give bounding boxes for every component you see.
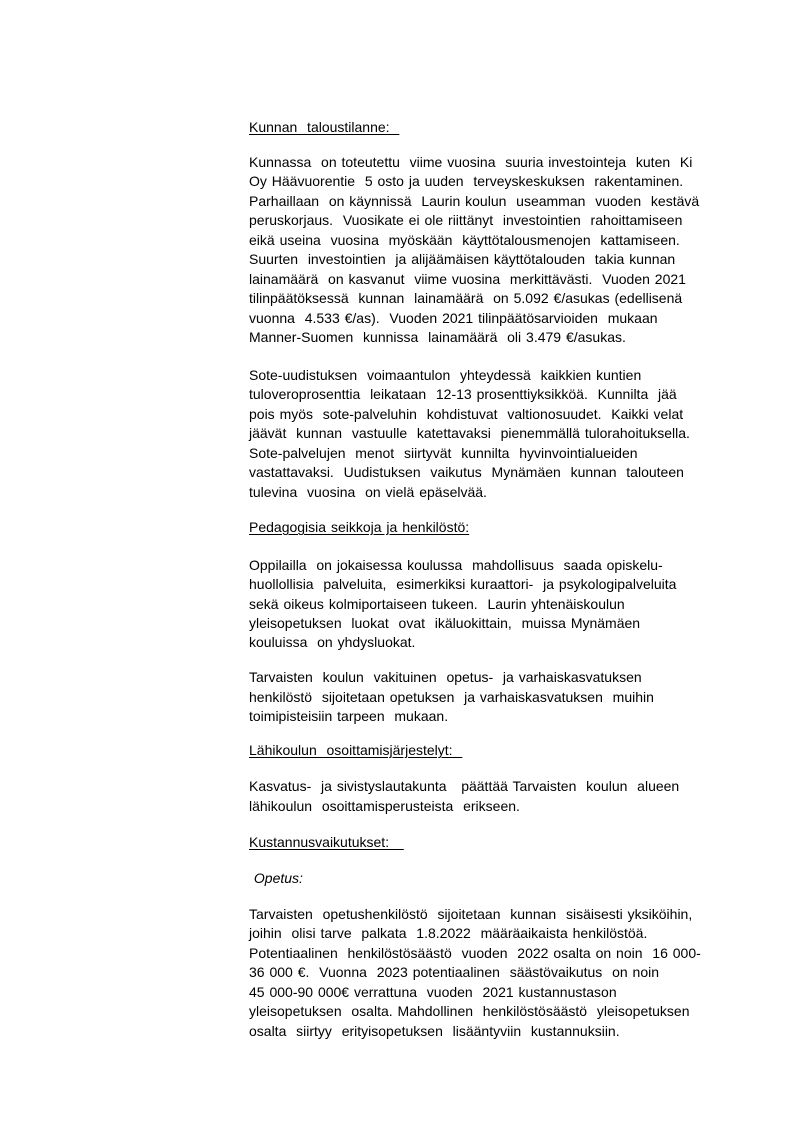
text-line: Suurten investointien ja alijäämäisen käyttötalouden takia kunnan: [249, 251, 676, 267]
text-line: Parhaillaan on käynnissä Laurin koulun useamman vuoden kestävä: [249, 193, 700, 209]
text-line: Oy Häävuorentie 5 osto ja uuden terveyskeskuksen rakentaminen.: [249, 173, 684, 189]
text-line: Potentiaalinen henkilöstösäästö vuoden 2022 osalta on noin 16 000-: [249, 945, 701, 961]
text-line: osalta siirtyy erityisopetuksen lisääntyviin kustannuksiin.: [249, 1023, 620, 1039]
text-line: lähikoulun osoittamisperusteista erikseen.: [249, 798, 520, 814]
text-line: vastattavaksi. Uudistuksen vaikutus Mynämäen kunnan talouteen: [249, 464, 684, 480]
heading-text: Lähikoulun osoittamisjärjestelyt:: [249, 742, 463, 758]
text-line: lainamäärä on kasvanut viime vuosina merkittävästi. Vuoden 2021: [249, 271, 686, 287]
heading-text: Kustannusvaikutukset:: [249, 834, 404, 850]
text-line: 36 000 €. Vuonna 2023 potentiaalinen säästövaikutus on noin: [249, 964, 660, 980]
text-line: Tarvaisten koulun vakituinen opetus- ja varhaiskasvatuksen: [249, 669, 642, 685]
text-line: sekä oikeus kolmiportaiseen tukeen. Laurin yhtenäiskoulun: [249, 596, 625, 612]
text-line: henkilöstö sijoitetaan opetuksen ja varhaiskasvatuksen muihin: [249, 689, 654, 705]
text-line: Kasvatus- ja sivistyslautakunta päättää Tarvaisten koulun alueen: [249, 778, 680, 794]
text-line: vuonna 4.533 €/as). Vuoden 2021 tilinpäätösarvioiden mukaan: [249, 310, 658, 326]
text-line: Kunnassa on toteutettu viime vuosina suuria investointeja kuten Ki: [249, 154, 693, 170]
text-line: Oppilailla on jokaisessa koulussa mahdollisuus saada opiskelu-: [249, 557, 663, 573]
heading-text: Pedagogisia seikkoja ja henkilöstö:: [249, 519, 470, 535]
text-line: Sote-uudistuksen voimaantulon yhteydessä kaikkien kuntien: [249, 367, 642, 383]
text-line: Sote-palvelujen menot siirtyvät kunnilta hyvinvointialueiden: [249, 445, 638, 461]
text-line: tuloveroprosenttia leikataan 12-13 prosenttiyksikköä. Kunnilta jää: [249, 386, 677, 402]
text-line: tilinpäätöksessä kunnan lainamäärä on 5.092 €/asukas (edellisenä: [249, 290, 683, 306]
text-line: Manner-Suomen kunnissa lainamäärä oli 3.479 €/asukas.: [249, 329, 626, 345]
text-line: 45 000-90 000€ verrattuna vuoden 2021 kustannustason: [249, 984, 617, 1000]
heading-text: Kunnan taloustilanne:: [249, 119, 400, 135]
text-line: tulevina vuosina on vielä epäselvää.: [249, 484, 487, 500]
subheading-text: Opetus:: [249, 870, 303, 886]
text-line: toimipisteisiin tarpeen mukaan.: [249, 708, 449, 724]
text-line: eikä useina vuosina myöskään käyttötalousmenojen kattamiseen.: [249, 232, 680, 248]
text-line: huollollisia palveluita, esimerkiksi kuraattori- ja psykologipalveluita: [249, 576, 677, 592]
text-line: yleisopetuksen luokat ovat ikäluokittain, muissa Mynämäen: [249, 615, 641, 631]
text-line: peruskorjaus. Vuosikate ei ole riittänyt investointien rahoittamiseen: [249, 212, 683, 228]
text-line: jäävät kunnan vastuulle katettavaksi pienemmällä tulorahoituksella.: [249, 425, 690, 441]
text-line: Tarvaisten opetushenkilöstö sijoitetaan kunnan sisäisesti yksiköihin,: [249, 906, 693, 922]
text-line: yleisopetuksen osalta. Mahdollinen henkilöstösäästö yleisopetuksen: [249, 1003, 690, 1019]
text-line: joihin olisi tarve palkata 1.8.2022 määräaikaista henkilöstöä.: [249, 925, 648, 941]
text-line: kouluissa on yhdysluokat.: [249, 634, 416, 650]
text-line: pois myös sote-palveluhin kohdistuvat valtionosuudet. Kaikki velat: [249, 406, 684, 422]
